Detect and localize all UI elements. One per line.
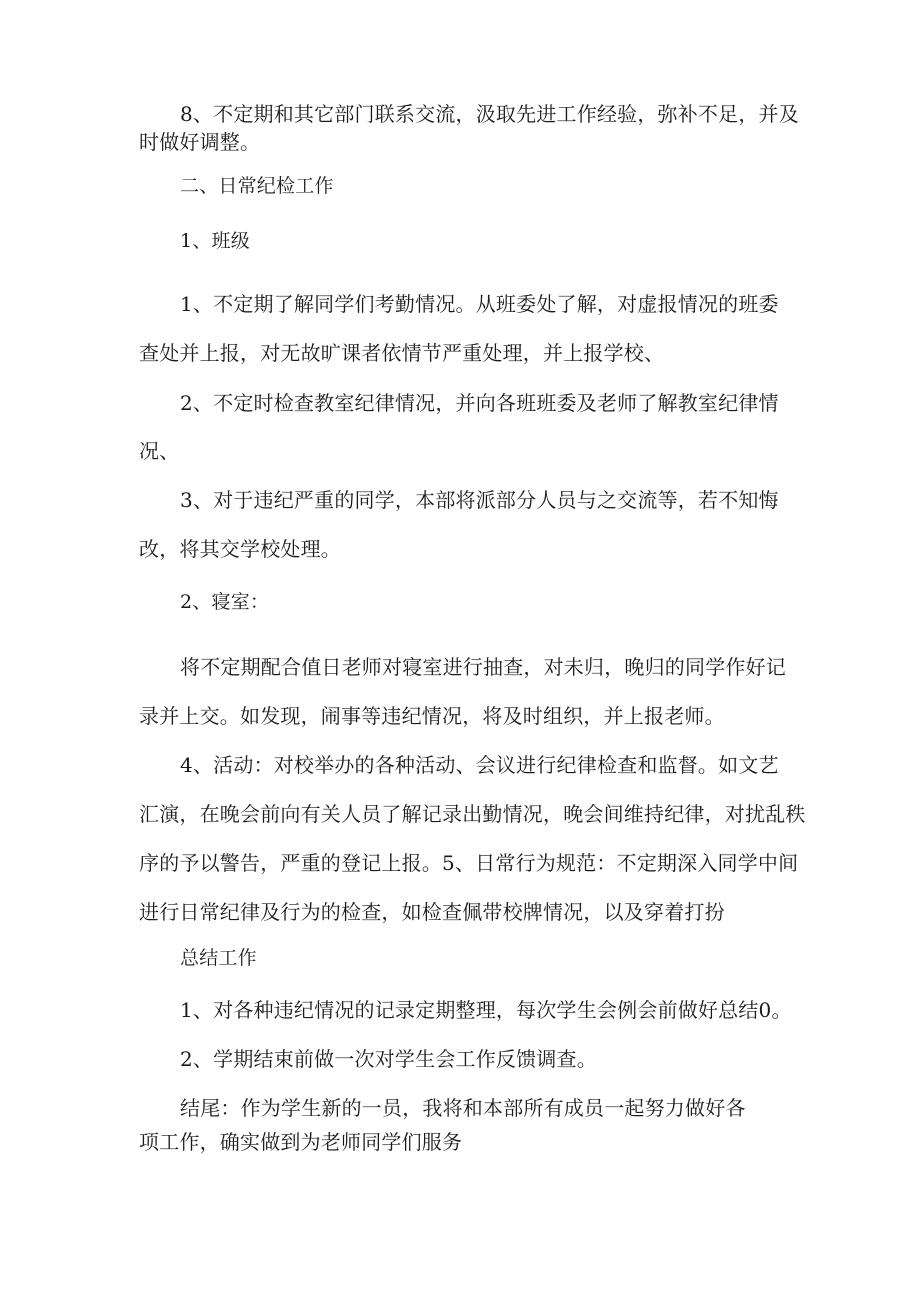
class-item-1-line-2: 查处并上报，对无故旷课者依情节严重处理，并上报学校、 (139, 341, 665, 365)
class-item-2-line-2: 况、 (139, 439, 180, 463)
activities-line-1: 4、活动：对校举办的各种活动、会议进行纪律检查和监督。如文艺 (180, 753, 779, 777)
closing-line-1: 结尾：作为学生新的一员，我将和本部所有成员一起努力做好各 (180, 1096, 746, 1120)
class-item-3-line-2: 改，将其交学校处理。 (139, 537, 341, 561)
summary-item-1: 1、对各种违纪情况的记录定期整理，每次学生会例会前做好总结0。 (180, 998, 792, 1022)
item-8-line-2: 时做好调整。 (139, 130, 261, 154)
item-8-line-1: 8、不定期和其它部门联系交流，汲取先进工作经验，弥补不足，并及 (180, 102, 799, 126)
dorm-text-line-2: 录并上交。如发现，闹事等违纪情况，将及时组织，并上报老师。 (139, 704, 725, 728)
closing-line-2: 项工作，确实做到为老师同学们服务 (139, 1130, 463, 1154)
activities-line-4: 进行日常纪律及行为的检查，如检查佩带校牌情况，以及穿着打扮 (139, 900, 725, 924)
subsection-heading-dorm: 2、寝室： (180, 591, 270, 613)
activities-line-2: 汇演，在晚会前向有关人员了解记录出勤情况，晚会间维持纪律，对扰乱秩 (139, 802, 806, 826)
class-item-3-line-1: 3、对于违纪严重的同学，本部将派部分人员与之交流等，若不知悔 (180, 488, 779, 512)
summary-heading: 总结工作 (180, 947, 257, 969)
activities-line-3: 序的予以警告，严重的登记上报。5、日常行为规范：不定期深入同学中间 (139, 851, 799, 875)
section-heading: 二、日常纪检工作 (180, 175, 334, 197)
subsection-heading-class: 1、班级 (180, 230, 250, 252)
summary-item-2: 2、学期结束前做一次对学生会工作反馈调查。 (180, 1047, 597, 1071)
dorm-text-line-1: 将不定期配合值日老师对寝室进行抽查，对未归，晚归的同学作好记 (180, 655, 786, 679)
class-item-1-line-1: 1、不定期了解同学们考勤情况。从班委处了解，对虚报情况的班委 (180, 292, 779, 316)
class-item-2-line-1: 2、不定时检查教室纪律情况，并向各班班委及老师了解教室纪律情 (180, 391, 779, 415)
